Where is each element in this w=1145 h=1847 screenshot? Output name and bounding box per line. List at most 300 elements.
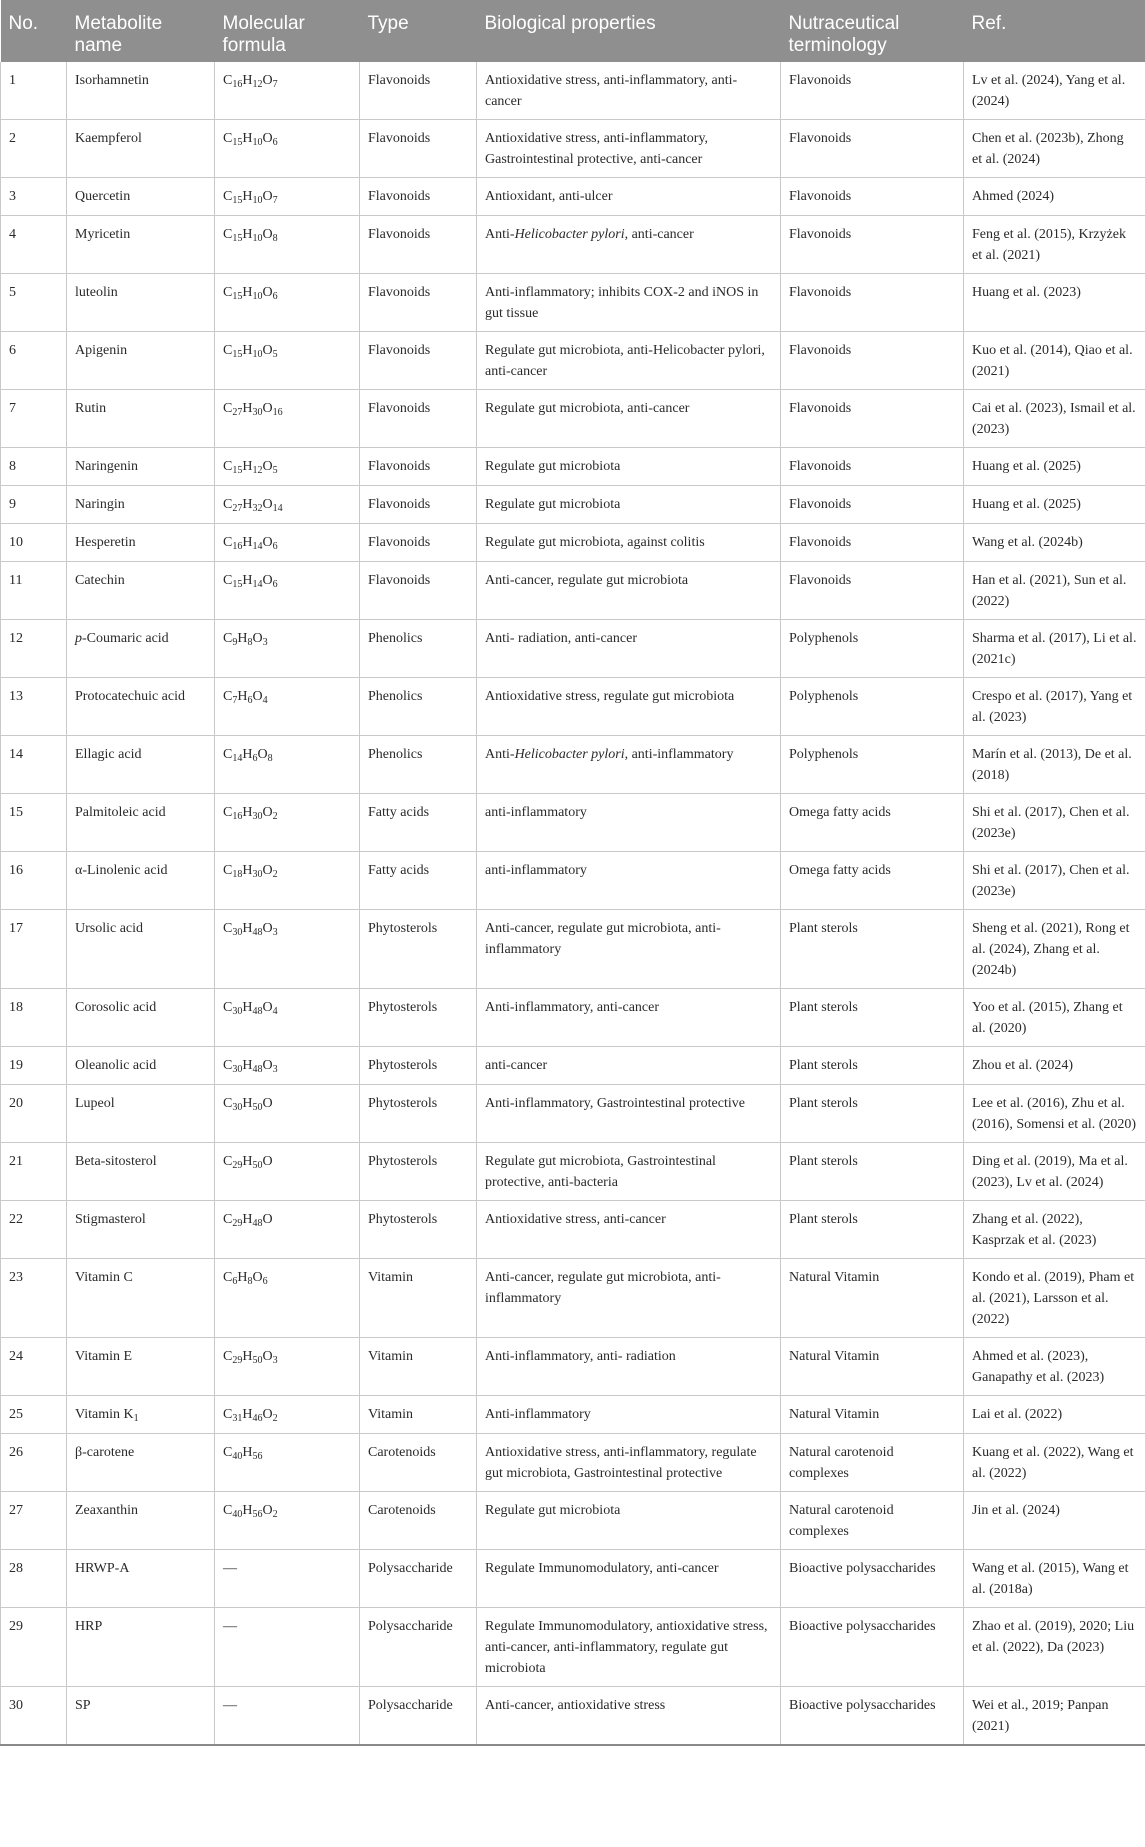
table-row [1, 620, 1145, 678]
table-row [1, 1047, 1145, 1085]
cell-molecular-formula-segment: O [262, 535, 273, 550]
cell-molecular-formula-segment: C [223, 747, 233, 762]
cell-type: Vitamin [360, 1338, 477, 1396]
cell-no: 23 [1, 1259, 67, 1338]
cell-ref: Sheng et al. (2021), Rong et al. (2024), Zhang et al. (2024b) [964, 910, 1145, 989]
cell-molecular-formula-segment: 3 [262, 637, 268, 648]
cell-ref: Huang et al. (2023) [964, 274, 1145, 332]
cell-molecular-formula-segment: C [223, 1096, 233, 1111]
cell-molecular-formula-segment: 6 [272, 541, 278, 552]
cell-no: 3 [1, 178, 67, 216]
cell-molecular-formula-segment: O [262, 573, 273, 588]
cell-type: Phenolics [360, 736, 477, 794]
cell-molecular-formula-segment: O [262, 227, 273, 242]
cell-molecular-formula-segment: C [223, 1270, 233, 1285]
cell-molecular-formula [215, 1085, 360, 1143]
cell-molecular-formula-segment: 30 [232, 1102, 243, 1113]
table-row [1, 216, 1145, 274]
cell-molecular-formula-segment: C [223, 227, 233, 242]
header-biological-properties: Biological properties [477, 0, 781, 62]
cell-metabolite-name [67, 390, 215, 448]
table-body [1, 62, 1145, 1745]
cell-biological-properties [477, 1338, 781, 1396]
table-row [1, 448, 1145, 486]
cell-molecular-formula-segment: O [262, 1407, 273, 1422]
cell-molecular-formula-segment: H [242, 285, 253, 300]
cell-type: Flavonoids [360, 62, 477, 120]
cell-molecular-formula [215, 562, 360, 620]
cell-no: 15 [1, 794, 67, 852]
cell-molecular-formula-segment: H [242, 1445, 253, 1460]
cell-biological-properties-segment: Regulate gut microbiota, anti-cancer [485, 401, 690, 416]
cell-molecular-formula-segment: H [237, 631, 248, 646]
cell-biological-properties-segment: Helicobacter pylori [514, 227, 625, 242]
cell-molecular-formula-segment: 8 [247, 1276, 253, 1287]
table-row [1, 524, 1145, 562]
cell-no: 2 [1, 120, 67, 178]
cell-biological-properties [477, 620, 781, 678]
cell-molecular-formula-segment: O [262, 1349, 273, 1364]
cell-molecular-formula-segment: H [242, 131, 253, 146]
cell-molecular-formula-segment: 6 [262, 1276, 268, 1287]
cell-biological-properties-segment: Antioxidant, anti-ulcer [485, 189, 613, 204]
cell-molecular-formula-segment: 6 [247, 695, 253, 706]
cell-molecular-formula-segment: 46 [252, 1413, 263, 1424]
table-row [1, 794, 1145, 852]
cell-metabolite-name-segment: luteolin [75, 285, 118, 300]
cell-metabolite-name [67, 1338, 215, 1396]
cell-ref: Han et al. (2021), Sun et al. (2022) [964, 562, 1145, 620]
cell-nutraceutical-terminology: Natural carotenoid complexes [781, 1492, 964, 1550]
cell-molecular-formula-segment: H [242, 1154, 253, 1169]
cell-metabolite-name-segment: α-Linolenic acid [75, 863, 168, 878]
cell-no: 22 [1, 1201, 67, 1259]
table-row [1, 1550, 1145, 1608]
cell-molecular-formula-segment: 2 [272, 1413, 278, 1424]
cell-biological-properties-segment: Anti-cancer, antioxidative stress [485, 1698, 666, 1713]
cell-metabolite-name-segment: Ursolic acid [75, 921, 144, 936]
table-row [1, 332, 1145, 390]
cell-no: 16 [1, 852, 67, 910]
cell-ref: Huang et al. (2025) [964, 448, 1145, 486]
cell-type: Carotenoids [360, 1492, 477, 1550]
cell-molecular-formula-segment: 6 [252, 753, 258, 764]
cell-type: Phenolics [360, 620, 477, 678]
header-row [1, 0, 1145, 62]
cell-biological-properties [477, 989, 781, 1047]
cell-molecular-formula-segment: 48 [252, 1064, 263, 1075]
cell-metabolite-name [67, 794, 215, 852]
cell-metabolite-name-segment: Naringenin [75, 459, 138, 474]
cell-metabolite-name [67, 852, 215, 910]
cell-biological-properties-segment: Regulate gut microbiota [485, 459, 621, 474]
cell-molecular-formula-segment: 27 [232, 503, 243, 514]
cell-nutraceutical-terminology: Omega fatty acids [781, 794, 964, 852]
cell-molecular-formula-segment: 14 [232, 753, 243, 764]
header-metabolite-name: Metabolite name [67, 0, 215, 62]
cell-biological-properties [477, 1550, 781, 1608]
cell-molecular-formula-segment: C [223, 805, 233, 820]
table-row [1, 178, 1145, 216]
cell-biological-properties [477, 1143, 781, 1201]
cell-molecular-formula-segment: 30 [252, 407, 263, 418]
cell-nutraceutical-terminology: Bioactive polysaccharides [781, 1687, 964, 1746]
cell-molecular-formula-segment: C [223, 631, 233, 646]
cell-molecular-formula-segment: C [223, 1212, 233, 1227]
cell-molecular-formula-segment: 10 [252, 233, 263, 244]
table-row [1, 1687, 1145, 1746]
cell-molecular-formula-segment: 10 [252, 349, 263, 360]
cell-nutraceutical-terminology: Flavonoids [781, 62, 964, 120]
cell-metabolite-name-segment: β-carotene [75, 1445, 135, 1460]
cell-nutraceutical-terminology: Flavonoids [781, 120, 964, 178]
cell-molecular-formula-segment: 5 [272, 465, 278, 476]
cell-nutraceutical-terminology: Polyphenols [781, 678, 964, 736]
cell-molecular-formula-segment: 40 [232, 1509, 243, 1520]
cell-molecular-formula-segment: 14 [252, 579, 263, 590]
cell-molecular-formula-segment: O [262, 131, 273, 146]
table-row [1, 678, 1145, 736]
cell-molecular-formula-segment: C [223, 497, 233, 512]
cell-type: Phytosterols [360, 1143, 477, 1201]
cell-molecular-formula [215, 1608, 360, 1687]
cell-molecular-formula [215, 1143, 360, 1201]
cell-molecular-formula [215, 178, 360, 216]
table-row [1, 120, 1145, 178]
cell-nutraceutical-terminology: Plant sterols [781, 1047, 964, 1085]
cell-ref: Ahmed et al. (2023), Ganapathy et al. (2023) [964, 1338, 1145, 1396]
cell-no: 12 [1, 620, 67, 678]
cell-no: 6 [1, 332, 67, 390]
cell-ref: Kuo et al. (2014), Qiao et al. (2021) [964, 332, 1145, 390]
table-row [1, 390, 1145, 448]
cell-molecular-formula-segment: 5 [272, 349, 278, 360]
cell-nutraceutical-terminology: Flavonoids [781, 390, 964, 448]
cell-molecular-formula-segment: 56 [252, 1509, 263, 1520]
cell-metabolite-name-segment: Isorhamnetin [75, 73, 149, 88]
cell-molecular-formula-segment: 14 [252, 541, 263, 552]
cell-biological-properties [477, 1047, 781, 1085]
cell-no: 26 [1, 1434, 67, 1492]
cell-biological-properties-segment: Antioxidative stress, anti-inflammatory, Gastrointestinal protective, anti-cancer [485, 131, 709, 167]
cell-molecular-formula [215, 620, 360, 678]
cell-molecular-formula [215, 989, 360, 1047]
cell-molecular-formula-segment: 15 [232, 579, 243, 590]
cell-molecular-formula-segment: 6 [272, 579, 278, 590]
cell-nutraceutical-terminology: Flavonoids [781, 448, 964, 486]
cell-metabolite-name [67, 1687, 215, 1746]
cell-molecular-formula-segment: 15 [232, 233, 243, 244]
cell-type: Flavonoids [360, 274, 477, 332]
cell-ref: Wei et al., 2019; Panpan (2021) [964, 1687, 1145, 1746]
cell-molecular-formula-segment: O [262, 863, 273, 878]
cell-molecular-formula-segment: 48 [252, 927, 263, 938]
cell-no: 8 [1, 448, 67, 486]
cell-molecular-formula [215, 678, 360, 736]
cell-nutraceutical-terminology: Flavonoids [781, 562, 964, 620]
cell-type: Flavonoids [360, 524, 477, 562]
cell-molecular-formula [215, 1492, 360, 1550]
header-molecular-formula: Molecular formula [215, 0, 360, 62]
cell-metabolite-name-segment: -Coumaric acid [82, 631, 169, 646]
cell-no: 13 [1, 678, 67, 736]
cell-molecular-formula-segment: 14 [272, 503, 283, 514]
cell-biological-properties-segment: anti-cancer [485, 1058, 548, 1073]
cell-biological-properties-segment: Anti-inflammatory, anti-cancer [485, 1000, 660, 1015]
header-no: No. [1, 0, 67, 62]
cell-molecular-formula-segment: H [242, 1096, 253, 1111]
cell-molecular-formula-segment: 2 [272, 811, 278, 822]
header-type: Type [360, 0, 477, 62]
cell-type: Fatty acids [360, 794, 477, 852]
cell-no: 29 [1, 1608, 67, 1687]
cell-ref: Wang et al. (2024b) [964, 524, 1145, 562]
cell-no: 25 [1, 1396, 67, 1434]
cell-type: Vitamin [360, 1259, 477, 1338]
cell-molecular-formula-segment: 12 [252, 79, 263, 90]
cell-no: 27 [1, 1492, 67, 1550]
cell-molecular-formula-segment: O [262, 1154, 273, 1169]
cell-nutraceutical-terminology: Polyphenols [781, 736, 964, 794]
table-row [1, 1608, 1145, 1687]
cell-metabolite-name [67, 1201, 215, 1259]
cell-molecular-formula [215, 1434, 360, 1492]
cell-nutraceutical-terminology: Flavonoids [781, 524, 964, 562]
cell-no: 10 [1, 524, 67, 562]
cell-metabolite-name [67, 1396, 215, 1434]
cell-molecular-formula-segment: C [223, 689, 233, 704]
cell-molecular-formula-segment: C [223, 401, 233, 416]
cell-biological-properties [477, 1492, 781, 1550]
cell-molecular-formula-segment: 10 [252, 291, 263, 302]
cell-metabolite-name [67, 486, 215, 524]
cell-type: Polysaccharide [360, 1687, 477, 1746]
cell-metabolite-name-segment: Quercetin [75, 189, 131, 204]
cell-molecular-formula-segment: 40 [232, 1451, 243, 1462]
cell-ref: Wang et al. (2015), Wang et al. (2018a) [964, 1550, 1145, 1608]
cell-metabolite-name [67, 1047, 215, 1085]
cell-no: 18 [1, 989, 67, 1047]
cell-molecular-formula [215, 736, 360, 794]
cell-molecular-formula-segment: C [223, 1407, 233, 1422]
cell-molecular-formula-segment: 10 [252, 137, 263, 148]
cell-metabolite-name [67, 989, 215, 1047]
cell-molecular-formula-segment: 50 [252, 1355, 263, 1366]
cell-molecular-formula-segment: 30 [232, 1064, 243, 1075]
cell-type: Phytosterols [360, 1201, 477, 1259]
cell-molecular-formula-segment: H [242, 805, 253, 820]
cell-metabolite-name [67, 448, 215, 486]
cell-molecular-formula [215, 1047, 360, 1085]
cell-biological-properties-segment: Anti- [485, 747, 515, 762]
cell-biological-properties-segment: Antioxidative stress, anti-inflammatory, regulate gut microbiota, Gastrointestinal protective [485, 1445, 757, 1481]
cell-molecular-formula-segment: 30 [232, 1006, 243, 1017]
cell-ref: Lai et al. (2022) [964, 1396, 1145, 1434]
cell-biological-properties-segment: anti-inflammatory [485, 863, 587, 878]
table-row [1, 1259, 1145, 1338]
cell-metabolite-name-segment: 1 [133, 1413, 139, 1424]
cell-molecular-formula-segment: C [223, 131, 233, 146]
cell-molecular-formula-segment: H [242, 497, 253, 512]
cell-molecular-formula-segment: 9 [232, 637, 238, 648]
cell-type: Flavonoids [360, 562, 477, 620]
cell-biological-properties [477, 852, 781, 910]
cell-molecular-formula-segment: O [262, 1212, 273, 1227]
cell-molecular-formula-segment: H [237, 689, 248, 704]
cell-molecular-formula [215, 274, 360, 332]
cell-molecular-formula [215, 120, 360, 178]
cell-metabolite-name [67, 1550, 215, 1608]
cell-metabolite-name-segment: HRWP-A [75, 1561, 130, 1576]
cell-molecular-formula-segment: 15 [232, 195, 243, 206]
cell-molecular-formula-segment: 2 [272, 869, 278, 880]
cell-metabolite-name [67, 1143, 215, 1201]
cell-no: 1 [1, 62, 67, 120]
cell-molecular-formula-segment: C [223, 1058, 233, 1073]
cell-ref: Ahmed (2024) [964, 178, 1145, 216]
cell-molecular-formula-segment: O [262, 285, 273, 300]
cell-molecular-formula-segment: — [223, 1698, 237, 1713]
cell-molecular-formula-segment: 8 [267, 753, 273, 764]
cell-metabolite-name [67, 524, 215, 562]
cell-metabolite-name [67, 620, 215, 678]
cell-molecular-formula-segment: — [223, 1561, 237, 1576]
cell-molecular-formula-segment: C [223, 1154, 233, 1169]
cell-molecular-formula-segment: 27 [232, 407, 243, 418]
cell-metabolite-name-segment: Rutin [75, 401, 107, 416]
table-row [1, 486, 1145, 524]
cell-biological-properties [477, 274, 781, 332]
cell-molecular-formula-segment: H [242, 863, 253, 878]
cell-ref: Chen et al. (2023b), Zhong et al. (2024) [964, 120, 1145, 178]
cell-no: 4 [1, 216, 67, 274]
cell-no: 17 [1, 910, 67, 989]
cell-molecular-formula-segment: O [262, 1058, 273, 1073]
cell-molecular-formula-segment: 32 [252, 503, 263, 514]
cell-molecular-formula-segment: H [242, 73, 253, 88]
cell-nutraceutical-terminology: Plant sterols [781, 1085, 964, 1143]
cell-nutraceutical-terminology: Natural carotenoid complexes [781, 1434, 964, 1492]
cell-biological-properties [477, 736, 781, 794]
cell-metabolite-name-segment: Catechin [75, 573, 125, 588]
cell-biological-properties [477, 1259, 781, 1338]
cell-molecular-formula [215, 1338, 360, 1396]
cell-ref: Yoo et al. (2015), Zhang et al. (2020) [964, 989, 1145, 1047]
cell-molecular-formula-segment: O [252, 1270, 263, 1285]
cell-biological-properties-segment: Anti-inflammatory, Gastrointestinal protective [485, 1096, 745, 1111]
header-ref: Ref. [964, 0, 1145, 62]
cell-type: Vitamin [360, 1396, 477, 1434]
cell-biological-properties [477, 524, 781, 562]
cell-ref: Shi et al. (2017), Chen et al. (2023e) [964, 852, 1145, 910]
cell-type: Phytosterols [360, 910, 477, 989]
cell-biological-properties [477, 910, 781, 989]
cell-biological-properties-segment: Anti-cancer, regulate gut microbiota [485, 573, 689, 588]
cell-no: 9 [1, 486, 67, 524]
cell-molecular-formula-segment: H [242, 1349, 253, 1364]
cell-molecular-formula-segment: O [262, 189, 273, 204]
cell-molecular-formula-segment: 15 [232, 465, 243, 476]
cell-molecular-formula-segment: C [223, 921, 233, 936]
cell-molecular-formula-segment: 3 [272, 927, 278, 938]
table-row [1, 1143, 1145, 1201]
cell-biological-properties [477, 562, 781, 620]
cell-no: 21 [1, 1143, 67, 1201]
cell-nutraceutical-terminology: Natural Vitamin [781, 1396, 964, 1434]
cell-molecular-formula-segment: — [223, 1619, 237, 1634]
cell-biological-properties [477, 1085, 781, 1143]
cell-molecular-formula-segment: 4 [262, 695, 268, 706]
cell-metabolite-name-segment: Lupeol [75, 1096, 115, 1111]
cell-molecular-formula-segment: 15 [232, 291, 243, 302]
cell-biological-properties [477, 332, 781, 390]
cell-biological-properties-segment: Anti- radiation, anti-cancer [485, 631, 637, 646]
table-row [1, 910, 1145, 989]
cell-molecular-formula-segment: H [242, 1212, 253, 1227]
cell-metabolite-name-segment: Vitamin E [75, 1349, 133, 1364]
cell-biological-properties-segment: , anti-cancer [624, 227, 694, 242]
cell-molecular-formula-segment: C [223, 1503, 233, 1518]
cell-ref: Sharma et al. (2017), Li et al. (2021c) [964, 620, 1145, 678]
cell-metabolite-name [67, 1608, 215, 1687]
cell-ref: Kondo et al. (2019), Pham et al. (2021), Larsson et al. (2022) [964, 1259, 1145, 1338]
cell-molecular-formula [215, 486, 360, 524]
cell-biological-properties [477, 678, 781, 736]
cell-molecular-formula [215, 62, 360, 120]
cell-nutraceutical-terminology: Flavonoids [781, 178, 964, 216]
cell-molecular-formula-segment: 16 [272, 407, 283, 418]
cell-metabolite-name [67, 332, 215, 390]
cell-no: 14 [1, 736, 67, 794]
cell-metabolite-name [67, 678, 215, 736]
cell-molecular-formula-segment: H [242, 921, 253, 936]
cell-molecular-formula-segment: H [242, 189, 253, 204]
cell-biological-properties-segment: Regulate gut microbiota, anti-Helicobacter pylori, anti-cancer [485, 343, 765, 379]
cell-biological-properties-segment: Antioxidative stress, anti-inflammatory, anti-cancer [485, 73, 738, 109]
cell-biological-properties-segment: , anti-inflammatory [624, 747, 734, 762]
cell-type: Fatty acids [360, 852, 477, 910]
cell-molecular-formula-segment: C [223, 1445, 233, 1460]
cell-molecular-formula-segment: O [262, 459, 273, 474]
cell-biological-properties-segment: Anti-cancer, regulate gut microbiota, anti-inflammatory [485, 1270, 721, 1306]
cell-ref: Feng et al. (2015), Krzyżek et al. (2021) [964, 216, 1145, 274]
cell-metabolite-name-segment: Corosolic acid [75, 1000, 157, 1015]
cell-molecular-formula-segment: C [223, 535, 233, 550]
cell-molecular-formula-segment: O [262, 497, 273, 512]
cell-metabolite-name [67, 910, 215, 989]
cell-molecular-formula-segment: 48 [252, 1006, 263, 1017]
cell-nutraceutical-terminology: Flavonoids [781, 486, 964, 524]
cell-biological-properties-segment: Anti- [485, 227, 515, 242]
cell-molecular-formula-segment: H [242, 1058, 253, 1073]
cell-metabolite-name-segment: Stigmasterol [75, 1212, 146, 1227]
cell-biological-properties [477, 390, 781, 448]
table-row [1, 562, 1145, 620]
cell-molecular-formula-segment: 48 [252, 1218, 263, 1229]
cell-molecular-formula-segment: H [237, 1270, 248, 1285]
cell-type: Flavonoids [360, 120, 477, 178]
cell-nutraceutical-terminology: Omega fatty acids [781, 852, 964, 910]
cell-molecular-formula-segment: 10 [252, 195, 263, 206]
cell-type: Phytosterols [360, 989, 477, 1047]
cell-no: 7 [1, 390, 67, 448]
cell-nutraceutical-terminology: Natural Vitamin [781, 1338, 964, 1396]
cell-biological-properties [477, 1434, 781, 1492]
cell-nutraceutical-terminology: Flavonoids [781, 216, 964, 274]
cell-no: 11 [1, 562, 67, 620]
cell-biological-properties [477, 794, 781, 852]
cell-type: Polysaccharide [360, 1550, 477, 1608]
